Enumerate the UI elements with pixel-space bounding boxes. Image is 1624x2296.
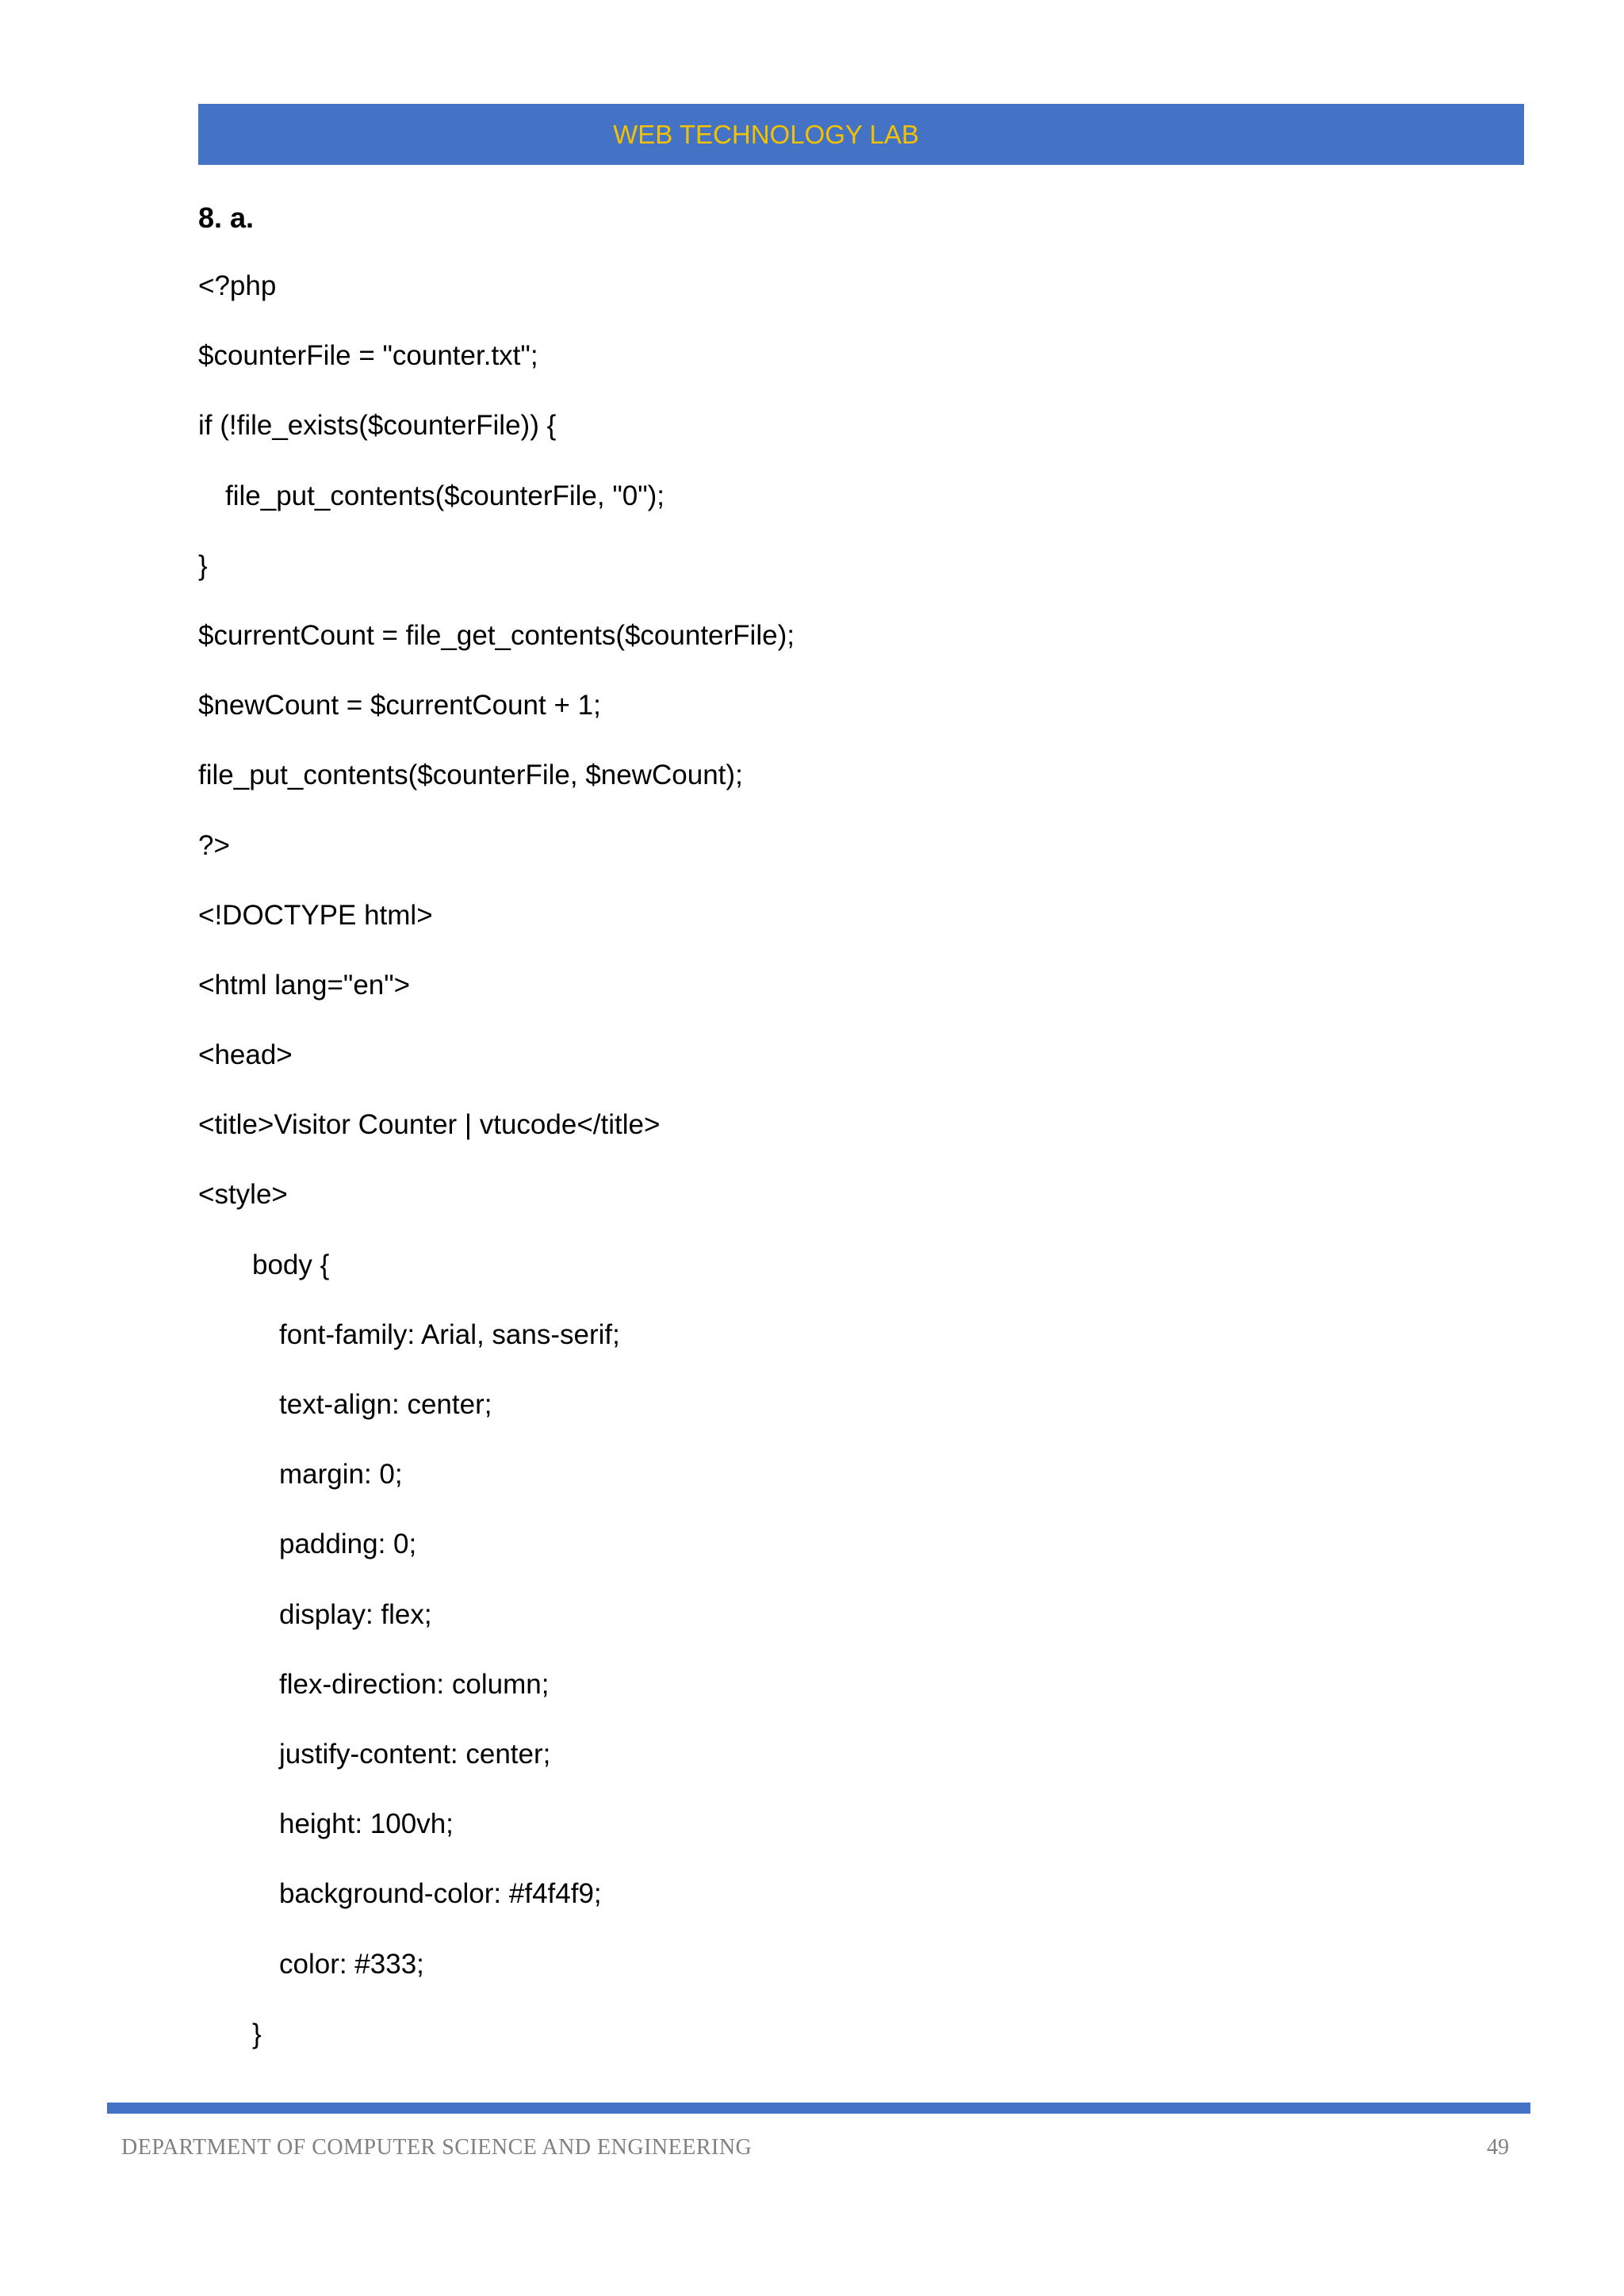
code-line: body { — [252, 1249, 330, 1280]
section-label: 8. a. — [198, 201, 255, 234]
code-line: file_put_contents($counterFile, "0"); — [225, 480, 665, 511]
code-line: } — [252, 2018, 262, 2049]
code-line: height: 100vh; — [279, 1808, 454, 1840]
code-line: justify-content: center; — [279, 1738, 551, 1770]
code-line: } — [198, 549, 208, 581]
code-line: color: #333; — [279, 1948, 424, 1980]
code-block — [198, 266, 1524, 2084]
code-line: display: flex; — [279, 1598, 432, 1630]
code-line: $currentCount = file_get_contents($counterFile); — [198, 619, 795, 651]
code-line: <style> — [198, 1179, 288, 1211]
code-line: <head> — [198, 1039, 293, 1071]
code-line: background-color: #f4f4f9; — [279, 1878, 602, 1910]
code-line: text-align: center; — [279, 1389, 492, 1420]
code-line: if (!file_exists($counterFile)) { — [198, 410, 557, 442]
code-line: <title>Visitor Counter | vtucode</title> — [198, 1109, 661, 1141]
footer-department: DEPARTMENT OF COMPUTER SCIENCE AND ENGINEERING — [121, 2135, 753, 2160]
code-line: ?> — [198, 829, 230, 861]
header-title: WEB TECHNOLOGY LAB — [613, 120, 919, 149]
code-line: $newCount = $currentCount + 1; — [198, 690, 601, 721]
code-line: margin: 0; — [279, 1459, 403, 1490]
page-number: 49 — [1487, 2135, 1509, 2160]
header-bar — [198, 104, 1524, 165]
code-line: flex-direction: column; — [279, 1668, 550, 1700]
code-line: $counterFile = "counter.txt"; — [198, 340, 538, 372]
code-line: <html lang="en"> — [198, 969, 411, 1001]
code-line: file_put_contents($counterFile, $newCount); — [198, 760, 743, 791]
footer-rule — [107, 2103, 1530, 2114]
code-line: <?php — [198, 270, 277, 301]
code-line: font-family: Arial, sans-serif; — [279, 1318, 620, 1350]
code-line: padding: 0; — [279, 1529, 417, 1560]
code-line: <!DOCTYPE html> — [198, 899, 433, 931]
